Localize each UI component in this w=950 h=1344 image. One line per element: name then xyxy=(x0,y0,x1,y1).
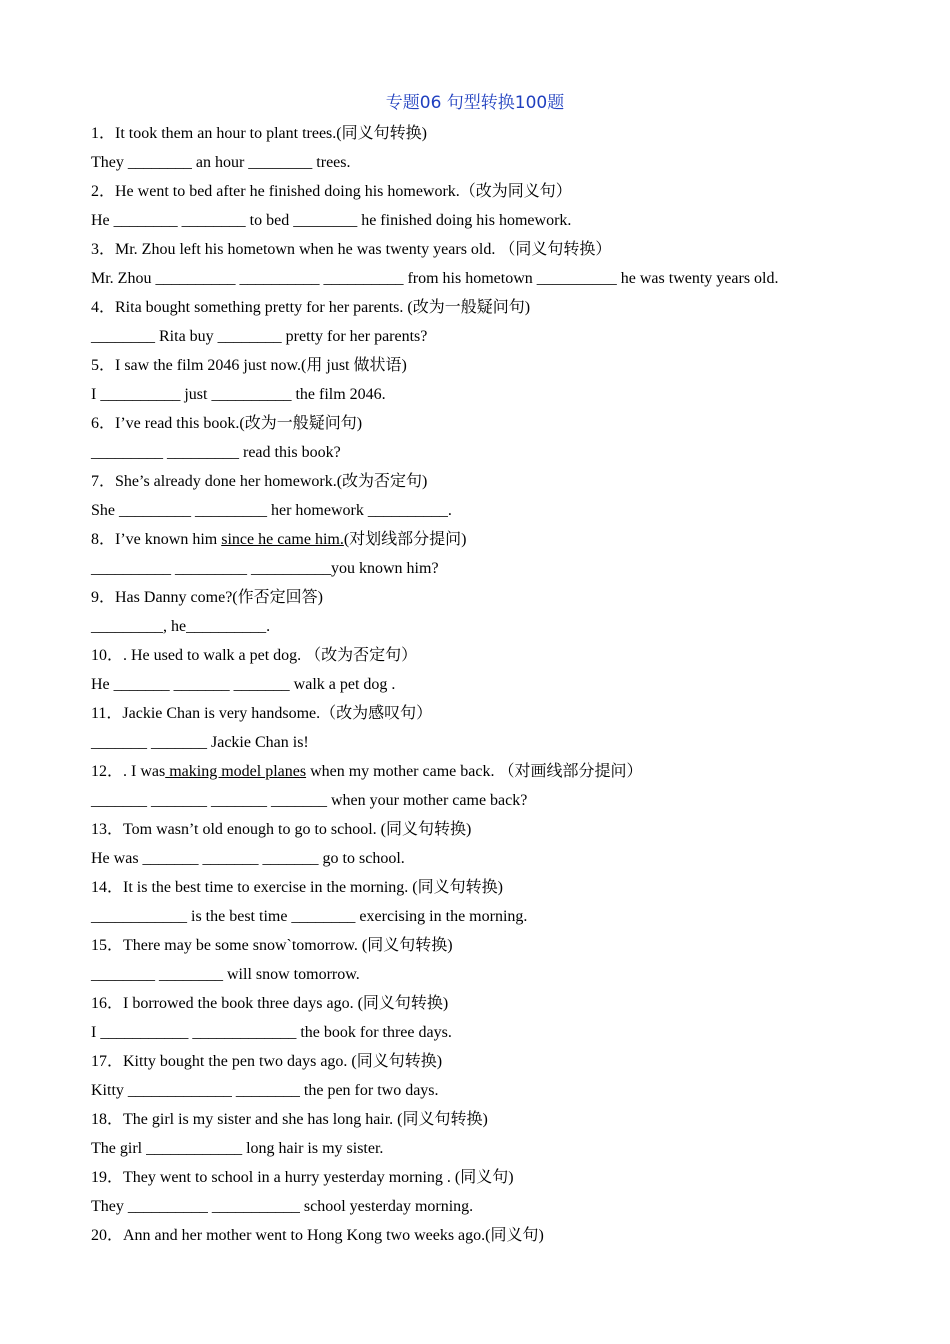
answer-line-10: He _______ _______ _______ walk a pet dog . xyxy=(91,676,396,693)
question-1: 1．It took them an hour to plant trees.(同义句转换) xyxy=(91,125,427,142)
question-8-underlined: since he came him. xyxy=(221,531,344,548)
answer-line-2: He ________ ________ to bed ________ he finished doing his homework. xyxy=(91,212,572,229)
answer-line-9: _________, he__________. xyxy=(91,618,271,635)
question-14: 14．It is the best time to exercise in the morning. (同义句转换) xyxy=(91,879,503,896)
question-6: 6．I’ve read this book.(改为一般疑问句) xyxy=(91,415,363,432)
question-8-instruction: (对划线部分提问) xyxy=(343,531,467,548)
answer-line-4: ________ Rita buy ________ pretty for her parents? xyxy=(91,328,428,345)
question-5: 5．I saw the film 2046 just now.(用 just 做状语) xyxy=(91,357,407,374)
answer-line-12: _______ _______ _______ _______ when your mother came back? xyxy=(91,792,528,809)
question-10: 10．. He used to walk a pet dog. （改为否定句） xyxy=(91,647,418,664)
answer-line-11: _______ _______ Jackie Chan is! xyxy=(91,734,309,751)
question-7: 7．She’s already done her homework.(改为否定句) xyxy=(91,473,428,490)
question-18: 18．The girl is my sister and she has long hair. (同义句转换) xyxy=(91,1111,488,1128)
question-17: 17．Kitty bought the pen two days ago. (同义句转换) xyxy=(91,1053,443,1070)
question-12-instruction: when my mother came back. （对画线部分提问） xyxy=(306,763,643,780)
answer-line-13: He was _______ _______ _______ go to school. xyxy=(91,850,405,867)
answer-line-15: ________ ________ will snow tomorrow. xyxy=(91,966,360,983)
exercise-list xyxy=(91,119,911,1250)
answer-line-5: I __________ just __________ the film 2046. xyxy=(91,386,386,403)
answer-line-19: They __________ ___________ school yesterday morning. xyxy=(91,1198,474,1215)
answer-line-7: She _________ _________ her homework __________. xyxy=(91,502,452,519)
question-12-text: 12．. I was xyxy=(91,763,166,780)
answer-line-17: Kitty _____________ ________ the pen for two days. xyxy=(91,1082,439,1099)
question-16: 16．I borrowed the book three days ago. (同义句转换) xyxy=(91,995,449,1012)
answer-line-3: Mr. Zhou __________ __________ __________ from his hometown __________ he was twenty years old. xyxy=(91,270,779,287)
question-15: 15．There may be some snow`tomorrow. (同义句转换) xyxy=(91,937,453,954)
question-9: 9．Has Danny come?(作否定回答) xyxy=(91,589,323,606)
question-3: 3．Mr. Zhou left his hometown when he was twenty years old. （同义句转换） xyxy=(91,241,612,258)
question-8-text: 8．I’ve known him xyxy=(91,531,222,548)
question-4: 4．Rita bought something pretty for her parents. (改为一般疑问句) xyxy=(91,299,531,316)
question-8 xyxy=(91,525,911,554)
question-12 xyxy=(91,757,911,786)
question-11: 11．Jackie Chan is very handsome.（改为感叹句） xyxy=(91,705,433,722)
answer-line-1: They ________ an hour ________ trees. xyxy=(91,154,351,171)
answer-line-16: I ___________ _____________ the book for three days. xyxy=(91,1024,452,1041)
answer-line-8: __________ _________ __________you known him? xyxy=(91,560,439,577)
question-12-underlined: making model planes xyxy=(165,763,307,780)
answer-line-14: ____________ is the best time ________ exercising in the morning. xyxy=(91,908,528,925)
question-19: 19．They went to school in a hurry yesterday morning . (同义句) xyxy=(91,1169,514,1186)
question-20: 20．Ann and her mother went to Hong Kong two weeks ago.(同义句) xyxy=(91,1227,544,1244)
answer-line-6: _________ _________ read this book? xyxy=(91,444,341,461)
answer-line-18: The girl ____________ long hair is my sister. xyxy=(91,1140,384,1157)
question-2: 2．He went to bed after he finished doing his homework.（改为同义句） xyxy=(91,183,572,200)
page-title: 专题06 句型转换100题 xyxy=(385,93,565,113)
question-13: 13．Tom wasn’t old enough to go to school. (同义句转换) xyxy=(91,821,472,838)
